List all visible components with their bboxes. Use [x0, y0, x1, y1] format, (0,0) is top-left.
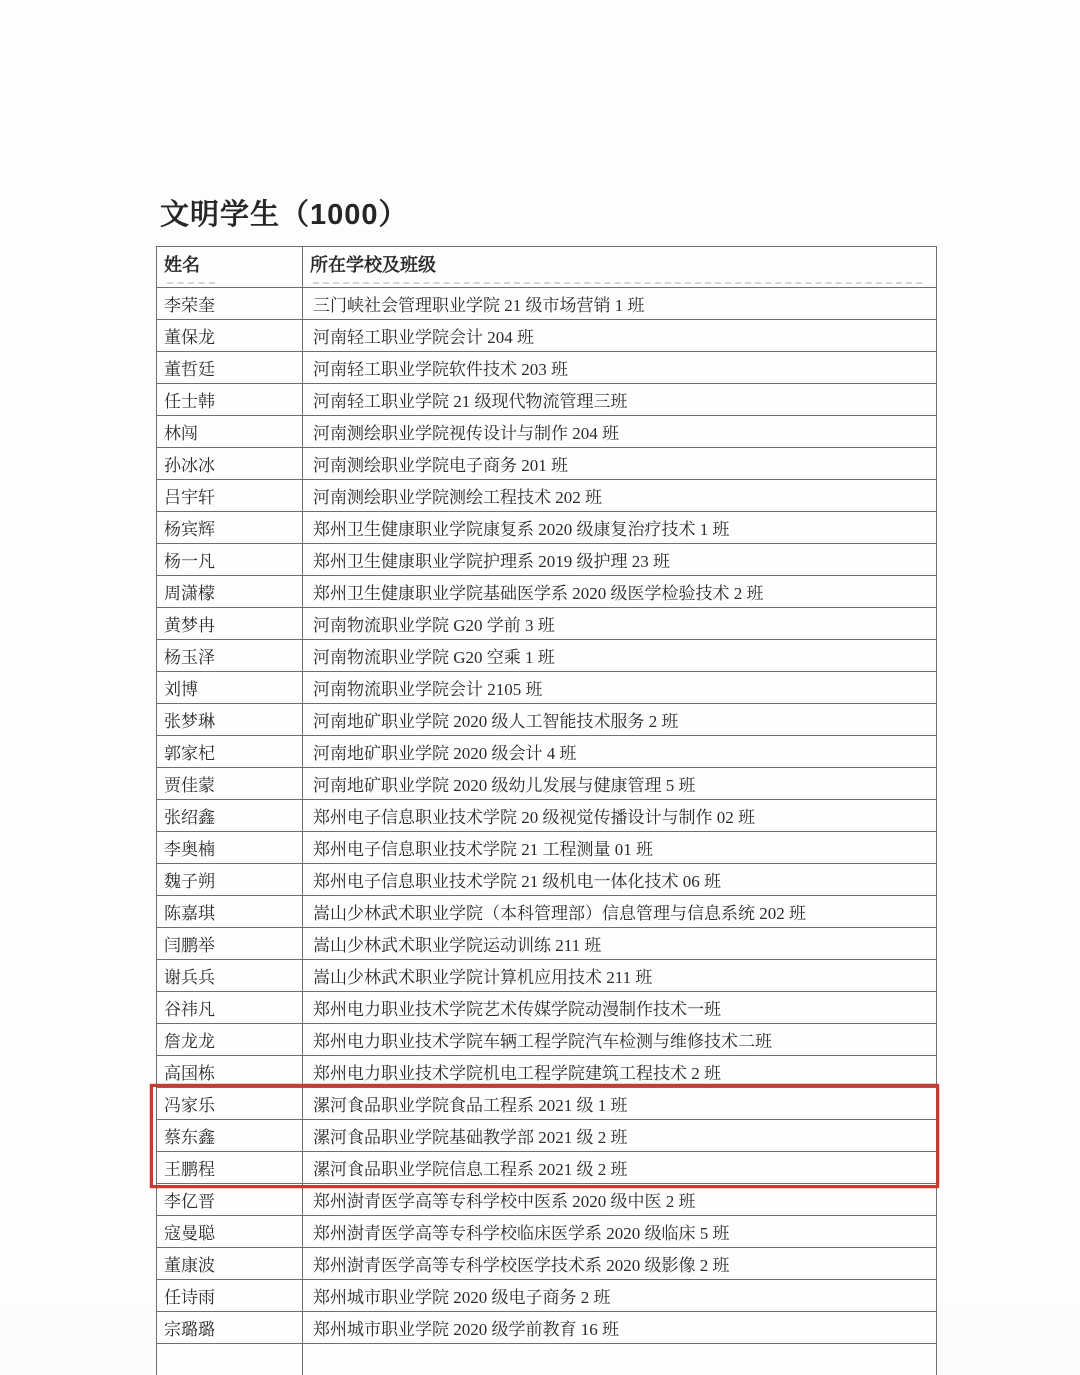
- student-school-cell: 郑州电力职业技术学院机电工程学院建筑工程技术 2 班: [303, 1056, 937, 1088]
- scan-artifact: [167, 282, 215, 284]
- student-name-cell: 蔡东鑫: [157, 1120, 303, 1152]
- table-row: [157, 1312, 937, 1344]
- table-row: [157, 800, 937, 832]
- student-school-cell: 嵩山少林武术职业学院运动训练 211 班: [303, 928, 937, 960]
- table-row: [157, 576, 937, 608]
- student-name-cell: 谢兵兵: [157, 960, 303, 992]
- student-name-cell: 詹龙龙: [157, 1024, 303, 1056]
- student-name-cell: 郭家杞: [157, 736, 303, 768]
- table-header-row: [157, 247, 937, 288]
- table-row: [157, 768, 937, 800]
- student-school-cell: 郑州卫生健康职业学院护理系 2019 级护理 23 班: [303, 544, 937, 576]
- column-header-school-label: 所在学校及班级: [310, 255, 436, 275]
- column-header-name-label: 姓名: [164, 255, 200, 275]
- student-school-cell: 郑州电力职业技术学院车辆工程学院汽车检测与维修技术二班: [303, 1024, 937, 1056]
- student-name-cell: 杨宾辉: [157, 512, 303, 544]
- table-row: [157, 1216, 937, 1248]
- student-name-cell: 李亿晋: [157, 1184, 303, 1216]
- student-name-cell: 寇曼聪: [157, 1216, 303, 1248]
- student-school-cell: 郑州电子信息职业技术学院 20 级视觉传播设计与制作 02 班: [303, 800, 937, 832]
- student-name-cell: 谷祎凡: [157, 992, 303, 1024]
- student-school-cell: 河南轻工职业学院软件技术 203 班: [303, 352, 937, 384]
- table-row: [157, 736, 937, 768]
- page-title: 文明学生（1000）: [160, 192, 409, 233]
- student-name-cell: 李荣奎: [157, 288, 303, 320]
- student-name-cell: [157, 1344, 303, 1375]
- student-school-cell: 河南测绘职业学院测绘工程技术 202 班: [303, 480, 937, 512]
- student-table-body: [157, 288, 937, 1375]
- scan-artifact: [313, 282, 922, 284]
- table-row: [157, 672, 937, 704]
- table-row: [157, 1248, 937, 1280]
- table-row: [157, 1088, 937, 1120]
- student-table: [156, 246, 937, 1375]
- student-school-cell: 漯河食品职业学院基础教学部 2021 级 2 班: [303, 1120, 937, 1152]
- student-name-cell: 董保龙: [157, 320, 303, 352]
- student-name-cell: 宗璐璐: [157, 1312, 303, 1344]
- student-table-container: [156, 246, 937, 1375]
- student-school-cell: 河南轻工职业学院会计 204 班: [303, 320, 937, 352]
- table-row: [157, 320, 937, 352]
- table-row: [157, 864, 937, 896]
- student-name-cell: 张绍鑫: [157, 800, 303, 832]
- student-school-cell: 漯河食品职业学院食品工程系 2021 级 1 班: [303, 1088, 937, 1120]
- column-header-name: [157, 247, 303, 288]
- table-row: [157, 1280, 937, 1312]
- student-name-cell: 杨一凡: [157, 544, 303, 576]
- student-name-cell: 闫鹏举: [157, 928, 303, 960]
- student-name-cell: 魏子朔: [157, 864, 303, 896]
- table-row: [157, 384, 937, 416]
- table-row: [157, 1120, 937, 1152]
- student-school-cell: 郑州澍青医学高等专科学校中医系 2020 级中医 2 班: [303, 1184, 937, 1216]
- student-school-cell: 郑州卫生健康职业学院基础医学系 2020 级医学检验技术 2 班: [303, 576, 937, 608]
- student-name-cell: 董康波: [157, 1248, 303, 1280]
- student-name-cell: 刘博: [157, 672, 303, 704]
- table-row: [157, 1184, 937, 1216]
- table-row: [157, 288, 937, 320]
- student-school-cell: 河南地矿职业学院 2020 级幼儿发展与健康管理 5 班: [303, 768, 937, 800]
- student-name-cell: 贾佳蒙: [157, 768, 303, 800]
- student-school-cell: 郑州澍青医学高等专科学校医学技术系 2020 级影像 2 班: [303, 1248, 937, 1280]
- student-school-cell: 河南物流职业学院 G20 学前 3 班: [303, 608, 937, 640]
- student-school-cell: 河南测绘职业学院视传设计与制作 204 班: [303, 416, 937, 448]
- table-row: [157, 640, 937, 672]
- table-row: [157, 960, 937, 992]
- student-school-cell: 河南物流职业学院会计 2105 班: [303, 672, 937, 704]
- table-row: [157, 544, 937, 576]
- student-school-cell: [303, 1344, 937, 1375]
- table-row: [157, 480, 937, 512]
- table-row: [157, 352, 937, 384]
- student-school-cell: 漯河食品职业学院信息工程系 2021 级 2 班: [303, 1152, 937, 1184]
- table-row: [157, 832, 937, 864]
- table-row: [157, 896, 937, 928]
- table-row: [157, 1152, 937, 1184]
- student-name-cell: 林闯: [157, 416, 303, 448]
- student-name-cell: 张梦琳: [157, 704, 303, 736]
- student-school-cell: 郑州电力职业技术学院艺术传媒学院动漫制作技术一班: [303, 992, 937, 1024]
- student-name-cell: 陈嘉琪: [157, 896, 303, 928]
- student-name-cell: 杨玉泽: [157, 640, 303, 672]
- student-name-cell: 王鹏程: [157, 1152, 303, 1184]
- table-row: [157, 928, 937, 960]
- student-school-cell: 嵩山少林武术职业学院（本科管理部）信息管理与信息系统 202 班: [303, 896, 937, 928]
- student-school-cell: 河南测绘职业学院电子商务 201 班: [303, 448, 937, 480]
- table-row: [157, 416, 937, 448]
- student-school-cell: 郑州电子信息职业技术学院 21 工程测量 01 班: [303, 832, 937, 864]
- student-name-cell: 任诗雨: [157, 1280, 303, 1312]
- table-row: [157, 1344, 937, 1375]
- student-school-cell: 郑州城市职业学院 2020 级电子商务 2 班: [303, 1280, 937, 1312]
- student-school-cell: 嵩山少林武术职业学院计算机应用技术 211 班: [303, 960, 937, 992]
- table-row: [157, 992, 937, 1024]
- student-school-cell: 河南物流职业学院 G20 空乘 1 班: [303, 640, 937, 672]
- student-name-cell: 黄梦冉: [157, 608, 303, 640]
- student-name-cell: 周潇檬: [157, 576, 303, 608]
- table-row: [157, 1056, 937, 1088]
- student-school-cell: 河南地矿职业学院 2020 级人工智能技术服务 2 班: [303, 704, 937, 736]
- student-school-cell: 三门峡社会管理职业学院 21 级市场营销 1 班: [303, 288, 937, 320]
- table-row: [157, 608, 937, 640]
- student-name-cell: 李奥楠: [157, 832, 303, 864]
- student-name-cell: 董哲廷: [157, 352, 303, 384]
- student-name-cell: 冯家乐: [157, 1088, 303, 1120]
- student-name-cell: 任士韩: [157, 384, 303, 416]
- student-school-cell: 郑州卫生健康职业学院康复系 2020 级康复治疗技术 1 班: [303, 512, 937, 544]
- table-row: [157, 512, 937, 544]
- student-school-cell: 郑州澍青医学高等专科学校临床医学系 2020 级临床 5 班: [303, 1216, 937, 1248]
- table-row: [157, 448, 937, 480]
- table-row: [157, 704, 937, 736]
- student-school-cell: 郑州电子信息职业技术学院 21 级机电一体化技术 06 班: [303, 864, 937, 896]
- student-school-cell: 郑州城市职业学院 2020 级学前教育 16 班: [303, 1312, 937, 1344]
- student-name-cell: 高国栋: [157, 1056, 303, 1088]
- student-name-cell: 吕宇轩: [157, 480, 303, 512]
- column-header-school: [303, 247, 937, 288]
- student-school-cell: 河南地矿职业学院 2020 级会计 4 班: [303, 736, 937, 768]
- student-school-cell: 河南轻工职业学院 21 级现代物流管理三班: [303, 384, 937, 416]
- student-name-cell: 孙冰冰: [157, 448, 303, 480]
- table-row: [157, 1024, 937, 1056]
